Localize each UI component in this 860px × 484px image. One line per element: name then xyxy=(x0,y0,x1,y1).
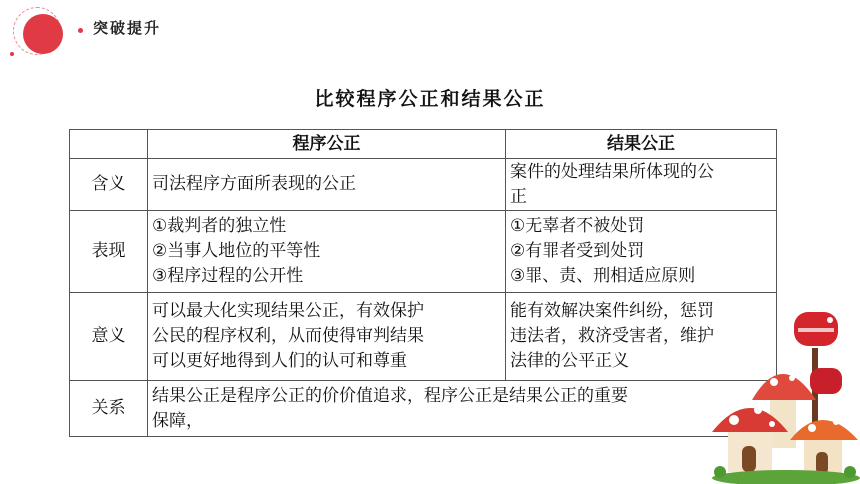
cell-line: ③程序过程的公开性 xyxy=(152,266,304,286)
row-label: 含义 xyxy=(70,159,148,211)
mushroom-house-illustration xyxy=(712,308,860,484)
merged-cell xyxy=(148,381,777,437)
cell-line: ②有罪者受到处罚 xyxy=(510,241,645,261)
cell-line: 正 xyxy=(510,186,527,207)
table-row xyxy=(70,211,777,293)
procedural-cell xyxy=(148,293,506,381)
result-cell xyxy=(506,159,777,211)
deco-red-circle xyxy=(23,14,63,54)
procedural-cell xyxy=(148,211,506,293)
table-row xyxy=(70,159,777,211)
cell-line: 司法程序方面所表现的公正 xyxy=(152,174,356,194)
cell-line: 能有效解决案件纠纷，惩罚 xyxy=(510,301,714,321)
deco-dot xyxy=(78,28,83,33)
header-result: 结果公正 xyxy=(506,130,777,159)
cell-line: 结果公正是程序公正的价价值追求，程序公正是结果公正的重要 xyxy=(152,385,628,406)
cell-line: 保障， xyxy=(152,410,203,431)
cell-line: 案件的处理结果所体现的公 xyxy=(510,161,714,182)
cell-line: 可以更好地得到人们的认可和尊重 xyxy=(152,351,407,371)
mailbox-icon xyxy=(810,368,842,394)
table-header-row xyxy=(70,130,777,159)
page-title: 比较程序公正和结果公正 xyxy=(314,88,546,110)
row-label: 意义 xyxy=(70,293,148,381)
cell-line: ②当事人地位的平等性 xyxy=(152,241,321,261)
cell-line: ③罪、责、刑相适应原则 xyxy=(510,266,696,286)
cell-line: ①无辜者不被处罚 xyxy=(510,216,645,236)
result-cell xyxy=(506,211,777,293)
cell-line: 法律的公平正义 xyxy=(510,351,629,371)
row-label: 关系 xyxy=(70,381,148,437)
cell-line: 违法者，救济受害者，维护 xyxy=(510,326,714,346)
procedural-cell xyxy=(148,159,506,211)
cell-line: ①裁判者的独立性 xyxy=(152,216,287,236)
table-row xyxy=(70,381,777,437)
cell-line: 公民的程序权利，从而使得审判结果 xyxy=(152,326,424,346)
header-corner xyxy=(70,130,148,159)
header-procedural: 程序公正 xyxy=(148,130,506,159)
row-label: 表现 xyxy=(70,211,148,293)
mushroom-cap xyxy=(790,420,858,440)
cell-line: 可以最大化实现结果公正，有效保护 xyxy=(152,301,424,321)
section-title: 突破提升 xyxy=(93,19,162,37)
mushroom-cap xyxy=(752,374,816,400)
table-row xyxy=(70,293,777,381)
comparison-table xyxy=(69,129,777,437)
deco-dot xyxy=(10,52,14,56)
